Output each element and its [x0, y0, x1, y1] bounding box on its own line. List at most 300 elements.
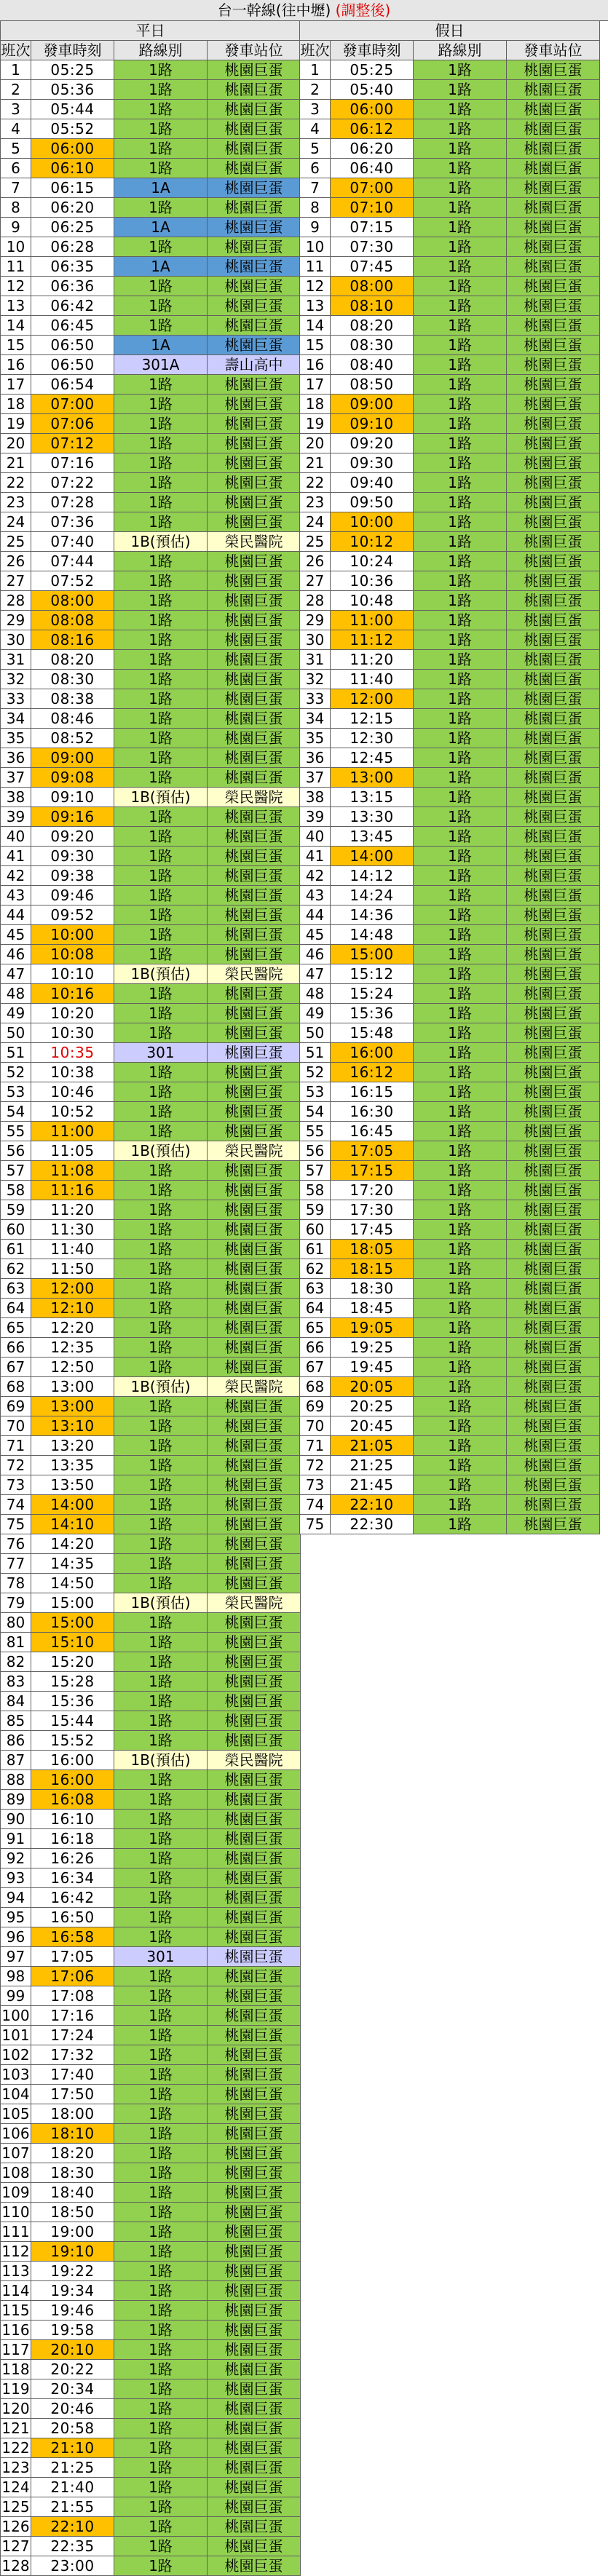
- trip-number: 24: [300, 512, 331, 532]
- departure-time: 11:08: [31, 1161, 114, 1181]
- title-note: (調整後): [335, 1, 391, 19]
- departure-stop: 榮民醫院: [208, 1751, 301, 1770]
- table-row: [1, 1868, 301, 1888]
- departure-time: 19:58: [31, 2321, 114, 2340]
- trip-number: 51: [300, 1043, 331, 1063]
- trip-number: 33: [1, 689, 31, 709]
- trip-number: 61: [300, 1240, 331, 1259]
- departure-stop: 桃園巨蛋: [507, 984, 600, 1004]
- departure-stop: 桃園巨蛋: [507, 552, 600, 571]
- departure-time: 05:25: [31, 60, 114, 80]
- trip-number: 127: [1, 2537, 30, 2555]
- route-name: 1路: [414, 434, 507, 453]
- trip-number: 23: [1, 493, 31, 512]
- departure-stop: 桃園巨蛋: [208, 80, 301, 100]
- trip-number: 48: [300, 984, 331, 1004]
- departure-stop: 桃園巨蛋: [208, 1888, 301, 1908]
- departure-time: 07:22: [31, 473, 114, 493]
- route-name: 1路: [114, 1829, 208, 1849]
- trip-number: 122: [1, 2439, 30, 2457]
- departure-time: 18:50: [31, 2203, 114, 2222]
- table-row: [300, 257, 600, 277]
- route-name: 1路: [114, 1397, 208, 1416]
- trip-number: 102: [1, 2046, 30, 2064]
- departure-stop: 桃園巨蛋: [507, 1515, 600, 1534]
- route-name: 1B(預估): [114, 1377, 208, 1397]
- route-name: 1路: [414, 414, 507, 434]
- table-row: [1, 2045, 301, 2065]
- departure-time: 19:25: [331, 1338, 414, 1358]
- departure-stop: 桃園巨蛋: [507, 1318, 600, 1338]
- trip-number: 27: [300, 571, 331, 591]
- departure-time: 15:48: [331, 1023, 414, 1043]
- departure-time: 19:05: [331, 1318, 414, 1338]
- route-name: 1路: [114, 591, 208, 611]
- departure-stop: 桃園巨蛋: [507, 1377, 600, 1397]
- trip-number: 44: [300, 905, 331, 925]
- route-name: 1路: [114, 2026, 208, 2045]
- trip-number: 113: [1, 2262, 30, 2280]
- route-name: 1路: [414, 729, 507, 748]
- departure-time: 08:20: [31, 650, 114, 670]
- departure-time: 08:52: [31, 729, 114, 748]
- table-row: [300, 1004, 600, 1023]
- departure-stop: 桃園巨蛋: [507, 670, 600, 689]
- route-name: 1路: [414, 257, 507, 277]
- route-name: 1路: [114, 2379, 208, 2399]
- departure-stop: 桃園巨蛋: [208, 1810, 301, 1829]
- table-row: [1, 591, 301, 611]
- departure-time: 11:30: [31, 1220, 114, 1240]
- trip-number: 41: [1, 847, 31, 866]
- departure-time: 20:22: [31, 2360, 114, 2379]
- route-name: 1B(預估): [114, 532, 208, 552]
- trip-number: 46: [1, 945, 31, 964]
- route-name: 1路: [114, 2321, 208, 2340]
- trip-number: 100: [1, 2007, 30, 2024]
- trip-number: 107: [1, 2144, 30, 2162]
- trip-number: 13: [300, 296, 331, 316]
- departure-time: 12:35: [31, 1338, 114, 1358]
- route-name: 1路: [114, 1692, 208, 1711]
- trip-number: 76: [1, 1534, 31, 1554]
- departure-time: 22:35: [31, 2537, 114, 2556]
- table-row: [1, 689, 301, 709]
- trip-number: 51: [1, 1043, 31, 1063]
- table-row: [1, 1181, 301, 1200]
- table-row: [1, 2419, 301, 2438]
- trip-number: 66: [1, 1338, 31, 1358]
- departure-time: 06:12: [331, 119, 414, 139]
- departure-time: 16:30: [331, 1102, 414, 1122]
- table-row: [1, 1358, 301, 1377]
- table-row: [1, 2478, 301, 2497]
- departure-stop: 榮民醫院: [208, 964, 301, 984]
- route-name: 1路: [114, 807, 208, 827]
- route-name: 1路: [114, 2144, 208, 2163]
- route-name: 1路: [114, 2438, 208, 2458]
- departure-time: 11:40: [331, 670, 414, 689]
- table-row: [1, 2301, 301, 2321]
- table-row: [1, 2321, 301, 2340]
- departure-stop: 桃園巨蛋: [507, 237, 600, 257]
- departure-stop: 桃園巨蛋: [507, 748, 600, 768]
- table-row: [1, 2281, 301, 2301]
- departure-stop: 桃園巨蛋: [507, 414, 600, 434]
- trip-number: 27: [1, 571, 31, 591]
- departure-time: 15:12: [331, 964, 414, 984]
- route-name: 1路: [114, 1810, 208, 1829]
- departure-stop: 桃園巨蛋: [507, 1416, 600, 1436]
- departure-time: 11:00: [331, 611, 414, 630]
- trip-number: 128: [1, 2557, 30, 2575]
- route-name: 1路: [114, 2556, 208, 2576]
- trip-number: 37: [1, 768, 31, 788]
- table-row: [1, 1397, 301, 1416]
- route-name: 1路: [114, 1731, 208, 1751]
- departure-time: 08:40: [331, 355, 414, 375]
- table-row: [1, 2163, 301, 2183]
- departure-stop: 桃園巨蛋: [507, 945, 600, 964]
- departure-time: 10:10: [31, 964, 114, 984]
- departure-time: 16:50: [31, 1908, 114, 1927]
- route-name: 1路: [414, 512, 507, 532]
- trip-number: 96: [1, 1927, 31, 1947]
- route-name: 1路: [114, 493, 208, 512]
- departure-stop: 桃園巨蛋: [208, 1829, 301, 1849]
- route-name: 1路: [414, 336, 507, 355]
- route-name: 1路: [114, 159, 208, 178]
- departure-time: 16:18: [31, 1829, 114, 1849]
- departure-time: 11:16: [31, 1181, 114, 1200]
- trip-number: 43: [1, 886, 31, 905]
- trip-number: 108: [1, 2164, 30, 2181]
- departure-stop: 桃園巨蛋: [507, 1259, 600, 1279]
- departure-time: 16:00: [331, 1043, 414, 1063]
- route-name: 1路: [414, 493, 507, 512]
- departure-stop: 桃園巨蛋: [208, 591, 301, 611]
- trip-number: 22: [300, 473, 331, 493]
- departure-stop: 桃園巨蛋: [507, 218, 600, 237]
- route-name: 1路: [114, 434, 208, 453]
- departure-time: 08:46: [31, 709, 114, 729]
- trip-number: 63: [300, 1279, 331, 1299]
- table-row: [300, 198, 600, 218]
- departure-time: 07:00: [331, 178, 414, 198]
- route-name: 1路: [114, 2183, 208, 2203]
- route-name: 1路: [414, 1377, 507, 1397]
- route-name: 1路: [414, 1358, 507, 1377]
- trip-number: 71: [1, 1436, 31, 1456]
- table-row: [1, 1436, 301, 1456]
- departure-stop: 桃園巨蛋: [208, 807, 301, 827]
- route-name: 1路: [114, 414, 208, 434]
- trip-number: 62: [300, 1259, 331, 1279]
- route-name: 1路: [414, 571, 507, 591]
- route-name: 1路: [114, 1023, 208, 1043]
- trip-number: 104: [1, 2085, 30, 2103]
- table-row: [300, 1495, 600, 1515]
- trip-number: 18: [1, 395, 31, 414]
- trip-number: 25: [300, 532, 331, 552]
- table-row: [1, 355, 301, 375]
- departure-stop: 桃園巨蛋: [208, 1082, 301, 1102]
- departure-time: 09:00: [331, 395, 414, 414]
- table-row: [300, 453, 600, 473]
- trip-number: 69: [300, 1397, 331, 1416]
- table-row: [1, 2360, 301, 2379]
- route-name: 1路: [414, 100, 507, 119]
- header-route: 路線別: [114, 41, 208, 60]
- departure-time: 11:12: [331, 630, 414, 650]
- table-row: [1, 139, 301, 159]
- header-stop: 發車站位: [507, 41, 600, 60]
- table-row: [300, 886, 600, 905]
- table-row: [1, 1633, 301, 1652]
- departure-stop: 桃園巨蛋: [208, 1279, 301, 1299]
- departure-time: 18:10: [31, 2124, 114, 2144]
- departure-time: 05:36: [31, 80, 114, 100]
- trip-number: 20: [1, 434, 31, 453]
- table-row: [300, 984, 600, 1004]
- route-name: 1路: [114, 198, 208, 218]
- departure-stop: 桃園巨蛋: [208, 257, 301, 277]
- route-name: 1路: [414, 709, 507, 729]
- departure-time: 19:10: [31, 2242, 114, 2262]
- trip-number: 64: [1, 1299, 31, 1318]
- table-row: [1, 2556, 301, 2576]
- route-name: 1路: [414, 905, 507, 925]
- route-name: 1路: [114, 2537, 208, 2556]
- departure-stop: 桃園巨蛋: [208, 1495, 301, 1515]
- table-row: [300, 1220, 600, 1240]
- route-name: 1路: [414, 1495, 507, 1515]
- departure-time: 07:12: [31, 434, 114, 453]
- departure-stop: 桃園巨蛋: [208, 1908, 301, 1927]
- route-name: 1路: [414, 650, 507, 670]
- departure-time: 13:35: [31, 1456, 114, 1475]
- route-name: 1路: [414, 1181, 507, 1200]
- departure-time: 12:20: [31, 1318, 114, 1338]
- departure-stop: 桃園巨蛋: [507, 925, 600, 945]
- table-row: [1, 1004, 301, 1023]
- route-name: 1路: [114, 1574, 208, 1593]
- route-name: 1路: [114, 2478, 208, 2497]
- table-row: [300, 1063, 600, 1082]
- departure-stop: 桃園巨蛋: [208, 316, 301, 336]
- table-row: [1, 611, 301, 630]
- table-row: [1, 2242, 301, 2262]
- route-name: 1路: [114, 2497, 208, 2517]
- trip-number: 89: [1, 1790, 31, 1810]
- trip-number: 7: [1, 178, 31, 198]
- departure-time: 08:30: [31, 670, 114, 689]
- trip-number: 11: [1, 257, 31, 277]
- departure-time: 11:40: [31, 1240, 114, 1259]
- departure-stop: 桃園巨蛋: [208, 1436, 301, 1456]
- route-name: 1路: [114, 1967, 208, 1986]
- departure-stop: 榮民醫院: [208, 532, 301, 552]
- table-row: [300, 60, 600, 80]
- trip-number: 33: [300, 689, 331, 709]
- departure-stop: 桃園巨蛋: [208, 1338, 301, 1358]
- table-row: [300, 178, 600, 198]
- trip-number: 53: [300, 1082, 331, 1102]
- departure-time: 07:45: [331, 257, 414, 277]
- route-name: 1路: [114, 2517, 208, 2537]
- route-name: 1路: [114, 1161, 208, 1181]
- departure-stop: 桃園巨蛋: [208, 2321, 301, 2340]
- table-row: [300, 414, 600, 434]
- table-row: [300, 473, 600, 493]
- route-name: 1路: [114, 277, 208, 296]
- table-row: [300, 847, 600, 866]
- departure-stop: 桃園巨蛋: [208, 925, 301, 945]
- table-row: [1, 1023, 301, 1043]
- route-name: 1路: [414, 1416, 507, 1436]
- route-name: 1路: [114, 453, 208, 473]
- route-name: 1路: [114, 1515, 208, 1534]
- route-name: 1路: [114, 1063, 208, 1082]
- table-row: [300, 119, 600, 139]
- table-row: [1, 1082, 301, 1102]
- departure-time: 09:52: [31, 905, 114, 925]
- route-name: 1路: [114, 1711, 208, 1731]
- table-row: [1, 945, 301, 964]
- route-name: 1路: [414, 453, 507, 473]
- trip-number: 82: [1, 1652, 31, 1672]
- trip-number: 118: [1, 2361, 30, 2378]
- trip-number: 111: [1, 2223, 30, 2240]
- trip-number: 46: [300, 945, 331, 964]
- departure-time: 09:46: [31, 886, 114, 905]
- route-name: 1路: [114, 571, 208, 591]
- departure-stop: 桃園巨蛋: [208, 1967, 301, 1986]
- departure-time: 08:08: [31, 611, 114, 630]
- departure-time: 15:00: [31, 1613, 114, 1633]
- table-row: [1, 1299, 301, 1318]
- departure-time: 06:10: [31, 159, 114, 178]
- trip-number: 45: [300, 925, 331, 945]
- route-name: 1路: [114, 2163, 208, 2183]
- departure-time: 15:10: [31, 1633, 114, 1652]
- departure-time: 21:40: [31, 2478, 114, 2497]
- departure-stop: 桃園巨蛋: [507, 473, 600, 493]
- route-name: 1路: [414, 1240, 507, 1259]
- departure-stop: 桃園巨蛋: [507, 1338, 600, 1358]
- table-row: [1, 748, 301, 768]
- route-name: 1路: [414, 866, 507, 886]
- route-name: 1路: [414, 1141, 507, 1161]
- departure-time: 09:10: [31, 788, 114, 807]
- departure-stop: 桃園巨蛋: [208, 1200, 301, 1220]
- route-name: 1路: [114, 1299, 208, 1318]
- table-row: [1, 1810, 301, 1829]
- departure-time: 20:10: [31, 2340, 114, 2360]
- departure-stop: 桃園巨蛋: [208, 395, 301, 414]
- trip-number: 84: [1, 1692, 31, 1711]
- table-row: [1, 2537, 301, 2556]
- route-name: 1路: [114, 2458, 208, 2478]
- departure-time: 11:50: [31, 1259, 114, 1279]
- departure-stop: 桃園巨蛋: [208, 336, 301, 355]
- route-name: 1A: [114, 257, 208, 277]
- departure-stop: 桃園巨蛋: [208, 1652, 301, 1672]
- table-row: [1, 2438, 301, 2458]
- trip-number: 68: [1, 1377, 31, 1397]
- departure-time: 09:30: [31, 847, 114, 866]
- table-row: [300, 100, 600, 119]
- departure-stop: 桃園巨蛋: [208, 2537, 301, 2556]
- departure-stop: 桃園巨蛋: [208, 2222, 301, 2242]
- table-row: [300, 336, 600, 355]
- departure-time: 22:10: [31, 2517, 114, 2537]
- route-name: 1路: [414, 768, 507, 788]
- departure-time: 22:10: [331, 1495, 414, 1515]
- trip-number: 3: [1, 100, 31, 119]
- trip-number: 8: [1, 198, 31, 218]
- departure-stop: 桃園巨蛋: [208, 1122, 301, 1141]
- departure-stop: 桃園巨蛋: [507, 1122, 600, 1141]
- departure-stop: 桃園巨蛋: [507, 316, 600, 336]
- header-trip-no: 班次: [300, 41, 330, 59]
- trip-number: 35: [300, 729, 331, 748]
- trip-number: 26: [300, 552, 331, 571]
- table-row: [1, 198, 301, 218]
- departure-stop: 桃園巨蛋: [507, 277, 600, 296]
- trip-number: 13: [1, 296, 31, 316]
- table-row: [1, 847, 301, 866]
- departure-stop: 桃園巨蛋: [507, 886, 600, 905]
- departure-stop: 桃園巨蛋: [507, 1043, 600, 1063]
- table-row: [1, 159, 301, 178]
- table-row: [1, 277, 301, 296]
- trip-number: 55: [300, 1122, 331, 1141]
- departure-time: 18:30: [31, 2163, 114, 2183]
- departure-stop: 桃園巨蛋: [208, 434, 301, 453]
- departure-time: 13:00: [31, 1377, 114, 1397]
- trip-number: 88: [1, 1770, 31, 1790]
- trip-number: 73: [1, 1475, 31, 1495]
- departure-stop: 桃園巨蛋: [208, 277, 301, 296]
- departure-stop: 桃園巨蛋: [208, 1043, 301, 1063]
- trip-number: 19: [1, 414, 31, 434]
- route-name: 1路: [414, 788, 507, 807]
- holiday-timetable: [299, 20, 600, 1534]
- departure-stop: 桃園巨蛋: [208, 1416, 301, 1436]
- route-name: 1路: [414, 532, 507, 552]
- departure-stop: 桃園巨蛋: [208, 1259, 301, 1279]
- departure-stop: 桃園巨蛋: [208, 1299, 301, 1318]
- trip-number: 77: [1, 1554, 31, 1574]
- trip-number: 75: [300, 1515, 331, 1534]
- route-name: 1路: [114, 630, 208, 650]
- trip-number: 67: [300, 1358, 331, 1377]
- departure-stop: 桃園巨蛋: [208, 2340, 301, 2360]
- header-route: 路線別: [414, 41, 507, 60]
- trip-number: 29: [1, 611, 31, 630]
- trip-number: 75: [1, 1515, 31, 1534]
- departure-stop: 桃園巨蛋: [208, 139, 301, 159]
- table-row: [1, 788, 301, 807]
- departure-stop: 桃園巨蛋: [507, 1102, 600, 1122]
- departure-time: 19:46: [31, 2301, 114, 2321]
- table-row: [1, 2026, 301, 2045]
- departure-stop: 壽山高中: [208, 355, 301, 375]
- trip-number: 25: [1, 532, 31, 552]
- trip-number: 68: [300, 1377, 331, 1397]
- trip-number: 26: [1, 552, 31, 571]
